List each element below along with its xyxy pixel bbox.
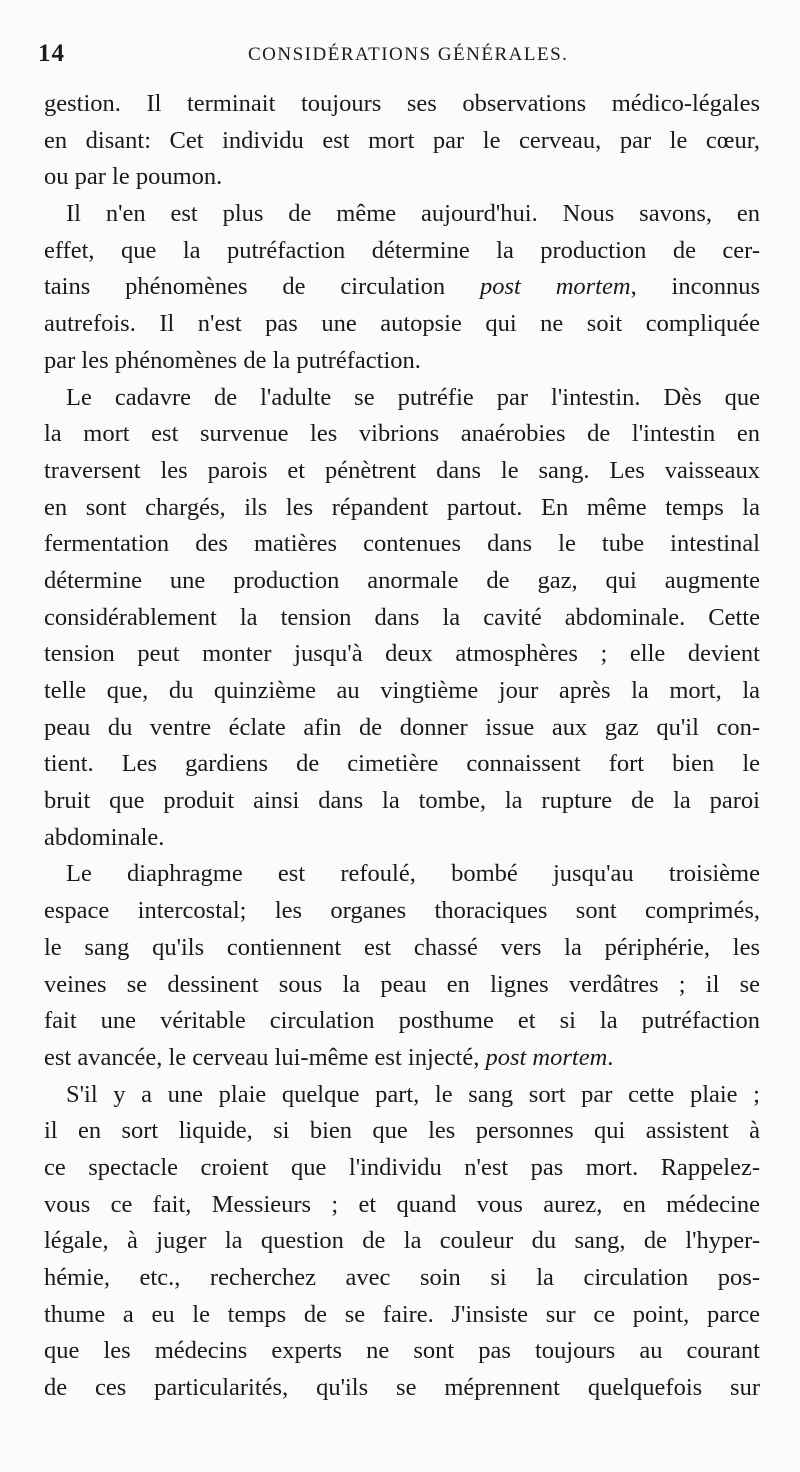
text-line: que les médecins experts ne sont pas toujours au courant	[44, 1337, 760, 1365]
text-segment: est avancée, le cerveau lui-même est injecté,	[44, 1043, 486, 1071]
text-line: il en sort liquide, si bien que les personnes qui assistent à	[44, 1117, 760, 1145]
text-line: ou par le poumon.	[44, 163, 223, 191]
paragraph-first-line: Le cadavre de l'adulte se putréfie par l'intestin. Dès que	[66, 383, 760, 411]
running-title: CONSIDÉRATIONS GÉNÉRALES.	[248, 44, 569, 65]
text-line: traversent les parois et pénètrent dans le sang. Les vaisseaux	[44, 456, 760, 484]
text-line	[44, 1040, 760, 1077]
text-line: autrefois. Il n'est pas une autopsie qui ne soit compliquée	[44, 310, 760, 338]
text-line: la mort est survenue les vibrions anaérobies de l'intestin en	[44, 420, 760, 448]
text-line: le sang qu'ils contiennent est chassé vers la périphérie, les	[44, 933, 760, 961]
text-line: en sont chargés, ils les répandent partout. En même temps la	[44, 493, 760, 521]
italic-phrase: post mortem	[480, 273, 631, 301]
text-line: en disant: Cet individu est mort par le cerveau, par le cœur,	[44, 126, 760, 154]
paragraph-first-line: Le diaphragme est refoulé, bombé jusqu'au troisième	[66, 860, 760, 888]
paragraph-first-line: Il n'en est plus de même aujourd'hui. Nous savons, en	[66, 200, 760, 228]
text-line: espace intercostal; les organes thoraciques sont comprimés,	[44, 897, 760, 925]
text-line: peau du ventre éclate afin de donner issue aux gaz qu'il con-	[44, 713, 760, 741]
italic-phrase: post mortem	[485, 1043, 608, 1071]
text-line: tension peut monter jusqu'à deux atmosphères ; elle devient	[44, 640, 760, 668]
body-text	[44, 86, 760, 1407]
paragraph-first-line: S'il y a une plaie quelque part, le sang sort par cette plaie ;	[66, 1080, 760, 1108]
page-number: 14	[38, 40, 65, 67]
text-line: vous ce fait, Messieurs ; et quand vous aurez, en médecine	[44, 1190, 760, 1218]
text-line: effet, que la putréfaction détermine la production de cer-	[44, 236, 760, 264]
text-line: veines se dessinent sous la peau en lignes verdâtres ; il se	[44, 970, 760, 998]
text-line: légale, à juger la question de la couleur du sang, de l'hyper-	[44, 1227, 760, 1255]
text-line: tient. Les gardiens de cimetière connaissent fort bien le	[44, 750, 760, 778]
text-line: telle que, du quinzième au vingtième jour après la mort, la	[44, 677, 760, 704]
text-line: gestion. Il terminait toujours ses observations médico-légales	[44, 90, 760, 117]
text-line: hémie, etc., recherchez avec soin si la circulation pos-	[44, 1264, 760, 1291]
text-line: fait une véritable circulation posthume et si la putréfaction	[44, 1007, 760, 1035]
text-segment: tains phénomènes de circulation	[44, 273, 481, 301]
text-line	[44, 269, 760, 306]
text-line: ce spectacle croient que l'individu n'est pas mort. Rappelez-	[44, 1153, 760, 1181]
text-line: fermentation des matières contenues dans le tube intestinal	[44, 530, 760, 558]
text-line: abdominale.	[44, 823, 165, 851]
text-line: thume a eu le temps de se faire. J'insiste sur ce point, parce	[44, 1300, 760, 1328]
text-line: par les phénomènes de la putréfaction.	[44, 346, 421, 374]
text-line: détermine une production anormale de gaz, qui augmente	[44, 566, 760, 594]
text-segment: , inconnus	[630, 273, 760, 301]
text-segment: .	[607, 1043, 614, 1071]
text-line: considérablement la tension dans la cavité abdominale. Cette	[44, 603, 760, 631]
page-header	[38, 40, 770, 76]
text-line: bruit que produit ainsi dans la tombe, la rupture de la paroi	[44, 787, 760, 815]
text-line: de ces particularités, qu'ils se méprennent quelquefois sur	[44, 1374, 760, 1402]
